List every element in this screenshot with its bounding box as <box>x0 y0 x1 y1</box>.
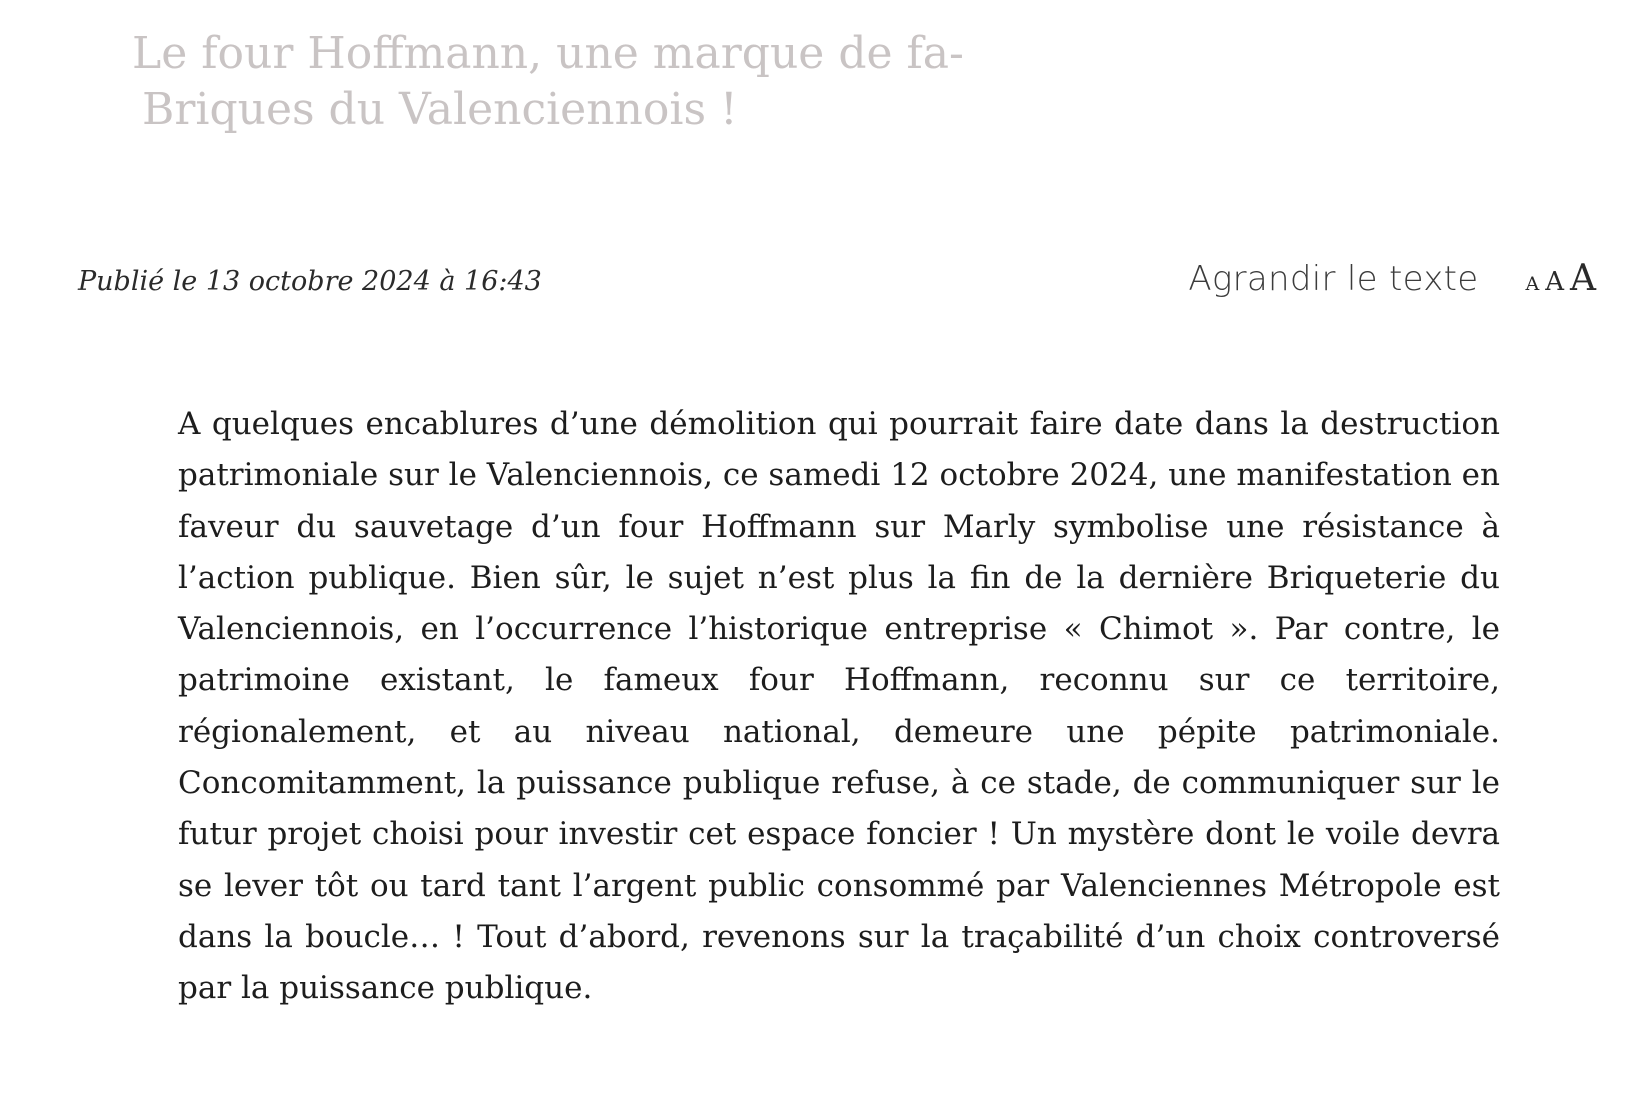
article-title-line-1: Le four Hoffmann, une marque de fa- <box>132 28 964 79</box>
article-title <box>132 26 1132 138</box>
article-title-line-2: Briques du Valenciennois ! <box>142 84 738 135</box>
text-size-label: Agrandir le texte <box>1188 259 1479 299</box>
text-size-small-button[interactable]: A <box>1522 273 1542 295</box>
publication-date: Publié le 13 octobre 2024 à 16:43 <box>78 266 542 297</box>
article-body: A quelques encablures d’une démolition qui pourrait faire date dans la destruction patrimoniale sur le Valenciennois, ce samedi 12 octobre 2024, une manifestation en faveur du sauvetage d’un four Hoffmann sur Marly symbolise une résistance à l’action publique. Bien sûr, le sujet n’est plus la fin de la dernière Briqueterie du Valenciennois, en l’occurrence l’historique entreprise « Chimot ». Par contre, le patrimoine existant, le fameux four Hoffmann, reconnu sur ce territoire, régionalement, et au niveau national, demeure une pépite patrimoniale. Concomitamment, la puissance publique refuse, à ce stade, de communiquer sur le futur projet choisi pour investir cet espace foncier ! Un mystère dont le voile devra se lever tôt ou tard tant l’argent public consommé par Valenciennes Métropole est dans la boucle… ! Tout d’abord, revenons sur la traçabilité d’un choix controversé par la puissance publique. <box>178 406 1500 1007</box>
text-size-medium-button[interactable]: A <box>1542 267 1567 297</box>
text-size-large-button[interactable]: A <box>1567 258 1599 299</box>
text-size-controls <box>1188 258 1599 299</box>
